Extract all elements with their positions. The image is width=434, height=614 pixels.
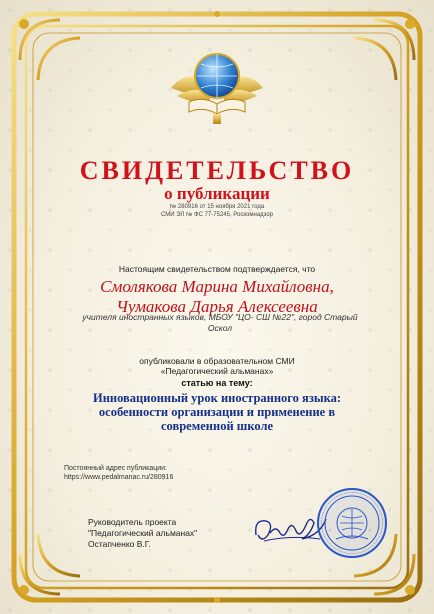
author-position: учителя иностранных языков, МБОУ "ЦО- СШ №22", город Старый Оскол: [82, 312, 358, 333]
author-name-1: Смолякова Марина Михайловна,: [100, 277, 334, 296]
smi-registration: СМИ ЭЛ № ФС 77-75245, Роскомнадзор: [160, 212, 274, 218]
theme-label: статью на тему:: [181, 378, 253, 388]
published-text: опубликовали в образовательном СМИ: [139, 356, 295, 366]
certificate-title: СВИДЕТЕЛЬСТВО: [79, 156, 355, 185]
round-seal-icon: [316, 487, 388, 559]
article-title-line-1: Инновационный урок иностранного языка:: [92, 391, 342, 405]
article-title-line-2: особенности организации и применение в: [98, 405, 336, 419]
author-name-2: Чумакова Дарья Алексеевна: [116, 297, 318, 316]
almanac-name: «Педагогический альманах»: [160, 366, 274, 376]
head-project: "Педагогический альманах": [88, 528, 198, 538]
globe-book-emblem-icon: [167, 40, 267, 130]
article-title-line-3: современной школе: [160, 419, 274, 433]
certificate-subtitle: о публикации: [164, 184, 270, 203]
confirm-text: Настоящим свидетельством подтверждается, что: [118, 264, 316, 274]
address-label: Постоянный адрес публикации:: [64, 465, 168, 472]
address-url[interactable]: https://www.pedalmanac.ru/280916: [64, 474, 174, 481]
head-title: Руководитель проекта: [88, 517, 177, 527]
head-name: Остапченко В.Г.: [88, 539, 151, 549]
certificate-number: № 280916 от 15 ноября 2021 года: [169, 204, 265, 210]
